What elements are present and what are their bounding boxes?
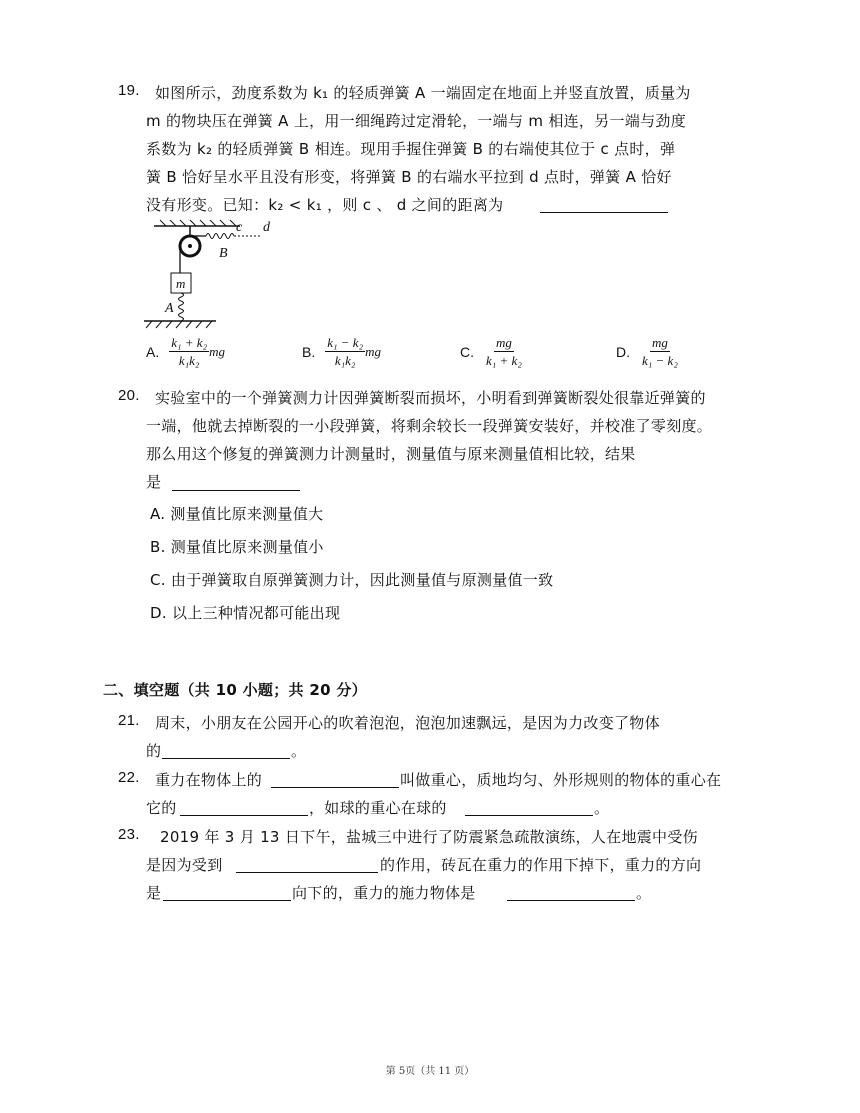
question-text: ，如球的重心在球的: [309, 799, 447, 817]
answer-blank[interactable]: [271, 771, 399, 788]
answer-blank[interactable]: [172, 474, 300, 491]
page-footer: 第 5页（共 11 页）: [385, 1066, 475, 1077]
option-c[interactable]: C. $\frac{mg}{\text{k₁ + k₂}}$: [460, 335, 522, 368]
question-text-line: 如图所示，劲度系数为 k₁ 的轻质弹簧 A 一端固定在地面上并竖直放置，质量为: [155, 84, 691, 102]
option-c[interactable]: C. 由于弹簧取自原弹簧测力计，因此测量值与原测量值一致: [150, 571, 554, 589]
answer-blank[interactable]: [507, 884, 635, 901]
question-text-line: 是: [146, 473, 162, 491]
label-b: B: [219, 246, 228, 261]
section-title: 二、填空题（共 10 小题；共 20 分）: [103, 681, 367, 699]
question-number: 23.: [118, 826, 140, 843]
question-text-line: 一端，他就去掉断裂的一小段弹簧，将剩余较长一段弹簧安装好，并校准了零刻度。: [146, 417, 713, 435]
option-b[interactable]: B. 测量值比原来测量值小: [150, 538, 324, 556]
question-text: 重力在物体上的: [155, 771, 263, 789]
question-text-line: 周末，小朋友在公园开心的吹着泡泡，泡泡加速飘远，是因为力改变了物体: [155, 714, 660, 732]
option-b[interactable]: B. $\frac{\text{k₁ − k₂}}{\text{k₁k₂}}$ mg: [302, 335, 381, 368]
label-m: m: [176, 276, 186, 291]
question-text-line: 实验室中的一个弹簧测力计因弹簧断裂而损坏，小明看到弹簧断裂处很靠近弹簧的: [155, 389, 706, 407]
question-text: 。: [291, 742, 307, 760]
label-c: c: [236, 220, 243, 235]
answer-blank[interactable]: [540, 196, 668, 213]
option-a[interactable]: A. 测量值比原来测量值大: [150, 505, 324, 523]
question-text: 叫做重心，质地均匀、外形规则的物体的重心在: [400, 771, 722, 789]
question-text: 是因为受到: [146, 856, 223, 874]
label-a: A: [165, 301, 174, 316]
question-text-line: 2019 年 3 月 13 日下午，盐城三中进行了防震紧急疏散演练，人在地震中受伤: [160, 828, 698, 846]
question-number: 19.: [118, 82, 140, 99]
question-number: 22.: [118, 769, 140, 786]
question-text-line: 系数为 k₂ 的轻质弹簧 B 相连。现用手握住弹簧 B 的右端使其位于 c 点时，弹: [146, 140, 676, 158]
fraction: $\frac{\text{k₁ − k₂}}{\text{k₁k₂}}$: [327, 335, 364, 368]
option-a[interactable]: A. $\frac{\text{k₁ + k₂}}{\text{k₁k₂}}$ mg: [146, 335, 225, 368]
answer-blank[interactable]: [236, 856, 378, 873]
answer-blank[interactable]: [465, 799, 593, 816]
answer-blank[interactable]: [163, 884, 291, 901]
question-text: 向下的，重力的施力物体是: [292, 884, 476, 902]
question-text-line: 没有形变。已知：k₂ < k₁ ，则 c 、 d 之间的距离为: [146, 196, 504, 214]
question-text: 它的: [146, 799, 177, 817]
fraction: $\frac{\text{k₁ + k₂}}{\text{k₁k₂}}$: [171, 335, 208, 368]
question-text-line: 簧 B 恰好呈水平且没有形变，将弹簧 B 的右端水平拉到 d 点时，弹簧 A 恰好: [146, 168, 672, 186]
question-number: 21.: [118, 712, 140, 729]
question-text: 。: [636, 884, 652, 902]
answer-blank[interactable]: [162, 742, 290, 759]
answer-blank[interactable]: [180, 799, 308, 816]
option-d[interactable]: D. $\frac{mg}{\text{k₁ − k₂}}$: [616, 335, 678, 368]
fraction: $\frac{mg}{\text{k₁ − k₂}}$: [642, 335, 678, 368]
question-number: 20.: [118, 387, 140, 404]
question-text: 的作用，砖瓦在重力的作用下掉下，重力的方向: [380, 856, 702, 874]
question-text-line: 那么用这个修复的弹簧测力计测量时，测量值与原来测量值相比较，结果: [146, 445, 636, 463]
label-d: d: [263, 220, 270, 235]
fraction: $\frac{mg}{\text{k₁ + k₂}}$: [486, 335, 522, 368]
option-d[interactable]: D. 以上三种情况都可能出现: [150, 604, 341, 622]
question-text: 。: [594, 799, 610, 817]
question-text-line: 的: [146, 742, 162, 760]
question-text: 是: [146, 884, 162, 902]
question-text-line: m 的物块压在弹簧 A 上，用一细绳跨过定滑轮，一端与 m 相连，另一端与劲度: [146, 112, 687, 130]
